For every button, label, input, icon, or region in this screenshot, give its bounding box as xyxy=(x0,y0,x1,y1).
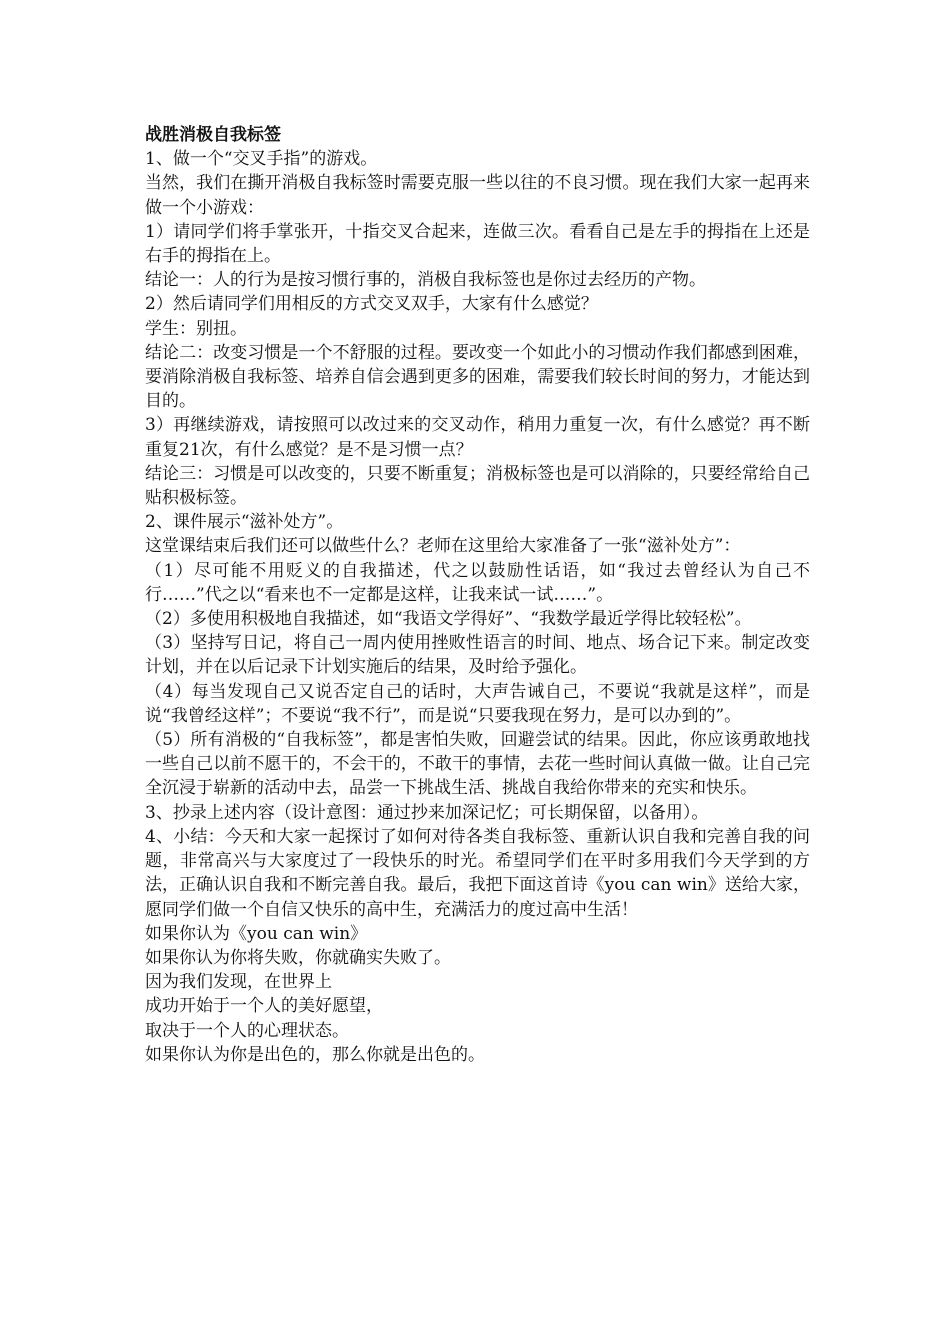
summary-paragraph: 4、小结：今天和大家一起探讨了如何对待各类自我标签、重新认识自我和完善自我的问题，非常高兴与大家度过了一段快乐的时光。希望同学们在平时多用我们今天学到的方法，正确认识自我和不断完善自我。最后，我把下面这首诗《you can win》送给大家，愿同学们做一个自信又快乐的高中生，充满活力的度过高中生活！ xyxy=(145,826,810,920)
step-3-heading: 3、抄录上述内容（设计意图：通过抄来加深记忆；可长期保留，以备用）。 xyxy=(145,802,709,823)
poem-line: 取决于一个人的心理状态。 xyxy=(145,1020,349,1041)
game-step-2: 2）然后请同学们用相反的方式交叉双手，大家有什么感觉？ xyxy=(145,294,598,315)
prescription-item-5: （5）所有消极的“自我标签”，都是害怕失败，回避尝试的结果。因此，你应该勇敢地找一些自己以前不愿干的，不会干的，不敢干的事情，去花一些时间认真做一做。让自己完全沉浸于崭新的活动中去，品尝一下挑战生活、挑战自我给你带来的充实和快乐。 xyxy=(145,730,810,799)
game-intro-paragraph: 当然，我们在撕开消极自我标签时需要克服一些以往的不良习惯。现在我们大家一起再来做一个小游戏： xyxy=(145,173,810,218)
poem-line: 如果你认为你将失败，你就确实失败了。 xyxy=(145,947,451,968)
game-step-3: 3）再继续游戏，请按照可以改过来的交叉动作，稍用力重复一次，有什么感觉？再不断重复21次，有什么感觉？是不是习惯一点？ xyxy=(145,415,810,460)
game-step-1: 1）请同学们将手掌张开，十指交叉合起来，连做三次。看看自己是左手的拇指在上还是右手的拇指在上。 xyxy=(145,221,810,267)
prescription-item-3: （3）坚持写日记，将自己一周内使用挫败性语言的时间、地点、场合记下来。制定改变计划，并在以后记录下计划实施后的结果，及时给予强化。 xyxy=(145,633,810,678)
prescription-intro: 这堂课结束后我们还可以做些什么？老师在这里给大家准备了一张“滋补处方”： xyxy=(145,536,741,557)
conclusion-3: 结论三：习惯是可以改变的，只要不断重复；消极标签也是可以消除的，只要经常给自己贴积极标签。 xyxy=(145,463,810,509)
poem-line: 如果你认为你是出色的，那么你就是出色的。 xyxy=(145,1044,485,1065)
student-answer: 学生：别扭。 xyxy=(145,318,247,339)
step-1-heading: 1、做一个“交叉手指”的游戏。 xyxy=(145,149,378,170)
poem-line: 如果你认为《you can win》 xyxy=(145,923,368,944)
prescription-item-4: （4）每当发现自己又说否定自己的话时，大声告诫自己，不要说“我就是这样”，而是说“我曾经这样”；不要说“我不行”，而是说“只要我现在努力，是可以办到的”。 xyxy=(145,681,810,726)
conclusion-2: 结论二：改变习惯是一个不舒服的过程。要改变一个如此小的习惯动作我们都感到困难，要消除消极自我标签、培养自信会遇到更多的困难，需要我们较长时间的努力，才能达到目的。 xyxy=(145,342,810,412)
prescription-item-2: （2）多使用积极地自我描述，如“我语文学得好”、“我数学最近学得比较轻松”。 xyxy=(145,609,752,630)
document-title: 战胜消极自我标签 xyxy=(145,125,281,145)
conclusion-1: 结论一：人的行为是按习惯行事的，消极自我标签也是你过去经历的产物。 xyxy=(145,270,706,291)
poem-line: 成功开始于一个人的美好愿望， xyxy=(145,996,383,1017)
document-body xyxy=(145,123,810,1067)
step-2-heading: 2、课件展示“滋补处方”。 xyxy=(145,512,344,533)
prescription-item-1: （1）尽可能不用贬义的自我描述，代之以鼓励性话语，如“我过去曾经认为自己不行……”代之以“看来也不一定都是这样，让我来试一试……”。 xyxy=(145,560,810,605)
poem-line: 因为我们发现，在世界上 xyxy=(145,972,332,993)
